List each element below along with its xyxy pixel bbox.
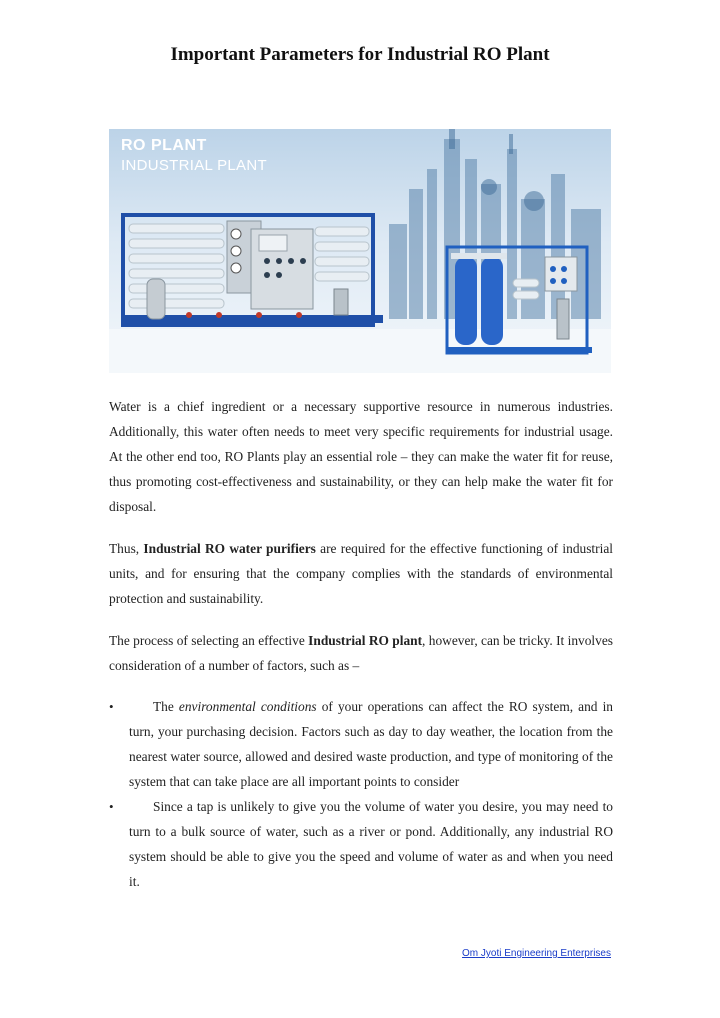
list-item bbox=[109, 794, 613, 894]
text-segment: , however, can be tricky. It involves consideration of a number of factors, such as – bbox=[109, 633, 613, 673]
text-segment: The process of selecting an effective bbox=[109, 633, 309, 648]
hero-title-line2: INDUSTRIAL PLANT bbox=[121, 157, 267, 174]
bullet-icon: • bbox=[109, 699, 114, 714]
text-segment: of your operations can affect the RO system, and in turn, your purchasing decision. Factors such as day to day weather, the location from the nearest water source, allowed and desired waste production, and type of monitoring of the system that can take place are all important points to consider bbox=[129, 699, 613, 789]
paragraph-selection bbox=[109, 628, 613, 678]
paragraph-intro: Water is a chief ingredient or a necessary supportive resource in numerous industries. Additionally, this water often needs to meet very specific requirements for industrial usage. At the other end too, RO Plants play an essential role – they can make the water fit for reuse, thus promoting cost-effectiveness and sustainability, or they can help make the water fit for disposal. bbox=[109, 399, 613, 514]
bold-term: Industrial RO plant bbox=[308, 633, 423, 648]
paragraph-purifiers bbox=[109, 536, 613, 611]
text-segment: Thus, bbox=[109, 541, 144, 556]
bullet-icon: • bbox=[109, 799, 114, 814]
factor-list bbox=[109, 694, 613, 894]
footer bbox=[0, 948, 611, 959]
page-title: Important Parameters for Industrial RO Plant bbox=[170, 44, 550, 65]
italic-term: environmental conditions bbox=[178, 699, 317, 714]
text-segment: are required for the effective functioning of industrial units, and for ensuring that the company complies with the standards of environmental protection and sustainability. bbox=[109, 541, 613, 606]
company-link[interactable]: Om Jyoti Engineering Enterprises bbox=[462, 948, 611, 959]
list-item bbox=[109, 694, 613, 794]
hero-title-line1: RO PLANT bbox=[121, 137, 207, 154]
bold-term: Industrial RO water purifiers bbox=[143, 541, 316, 556]
text-segment: Since a tap is unlikely to give you the volume of water you desire, you may need to turn to a bulk source of water, such as a river or pond. Additionally, any industrial RO system should be able to give you the speed and volume of water as and when you need it. bbox=[129, 799, 613, 889]
text-segment: The bbox=[153, 699, 179, 714]
hero-image bbox=[109, 129, 611, 373]
